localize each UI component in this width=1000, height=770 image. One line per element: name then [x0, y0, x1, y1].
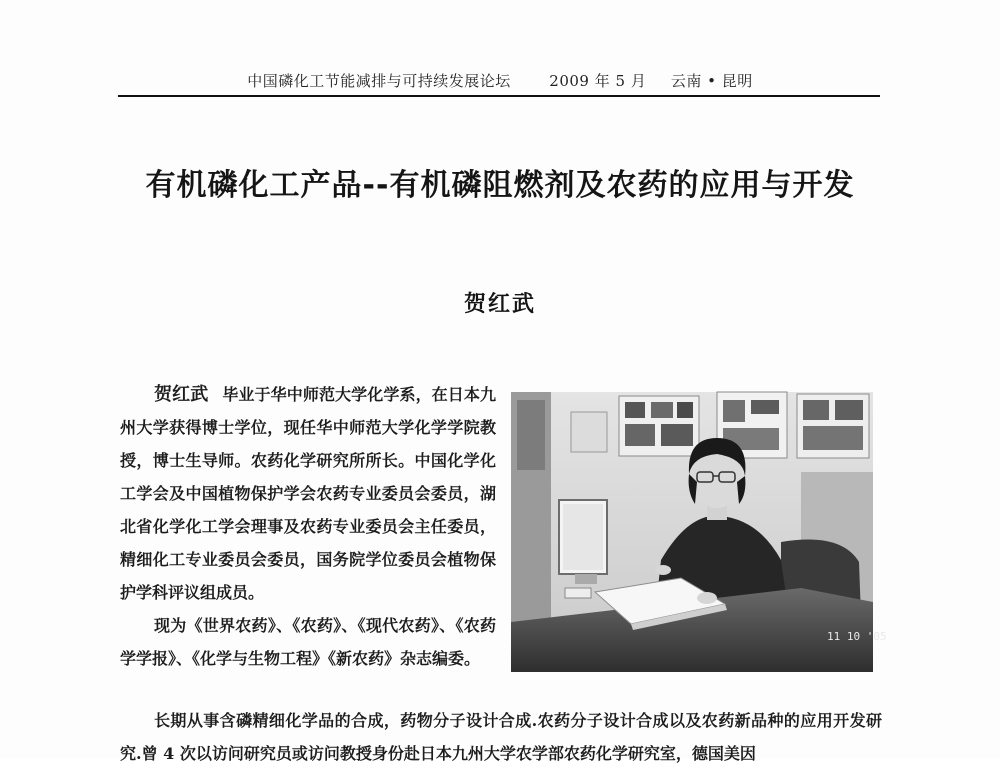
header-date: 2009 年 5 月	[549, 72, 647, 90]
photo-date-stamp: 11 10 '05	[827, 630, 887, 643]
running-header	[120, 70, 880, 91]
body-paragraph-1: 长期从事含磷精细化学品的合成，药物分子设计合成.农药分子设计合成以及农药新品种的应用开发研究.曾 4 次以访问研究员或访问教授身份赴日本九州大学农学部农药化学研究室，德国美因	[120, 711, 882, 763]
bio-paragraph-2: 现为《世界农药》、《农药》、《现代农药》、《农药学学报》、《化学与生物工程》《新农药》杂志编委。	[120, 616, 496, 668]
author-photo-image	[511, 392, 887, 672]
header-location: 云南 • 昆明	[670, 72, 753, 90]
author-photo	[511, 392, 887, 672]
bio-text-1: 毕业于华中师范大学化学系，在日本九州大学获得博士学位，现任华中师范大学化学学院教授，博士生导师。农药化学研究所所长。中国化学化工学会及中国植物保护学会农药专业委员会委员，湖北省化学化工学会理事及农药专业委员会主任委员，精细化工专业委员会委员，国务院学位委员会植物保护学科评议组成员。	[120, 385, 496, 602]
bio-name: 贺红武	[154, 384, 209, 405]
forum-name: 中国磷化工节能减排与可持续发展论坛	[247, 72, 511, 90]
author-bio	[120, 378, 496, 675]
author-name: 贺红武	[463, 292, 536, 317]
paper-title: 有机磷化工产品--有机磷阻燃剂及农药的应用与开发	[145, 168, 855, 203]
body-text	[120, 704, 882, 770]
header-rule	[118, 95, 880, 97]
bio-paragraph-1	[120, 378, 496, 609]
